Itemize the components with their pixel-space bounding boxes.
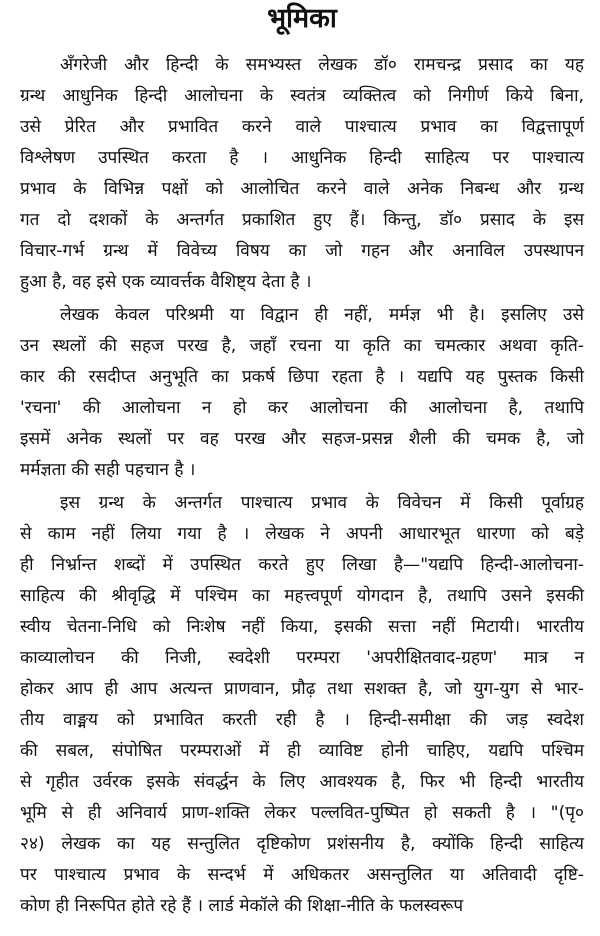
paragraph-3 (20, 488, 584, 922)
text-line: अँगरेजी और हिन्दी के समभ्यस्त लेखक डॉ० रामचन्द्र प्रसाद का यह (60, 55, 584, 75)
text-line: कोण ही निरूपित होते रहे हैं । लार्ड मेकॉले की शिक्षा-नीति के फलस्वरूप (20, 896, 464, 916)
text-line: उन स्थलों की सहज परख है, जहाँ रचना या कृति का चमत्कार अथवा कृति- (20, 336, 584, 356)
page-title: भूमिका (267, 3, 337, 34)
text-line: विश्लेषण उपस्थित करता है । आधुनिक हिन्दी साहित्य पर पाश्चात्य (20, 148, 584, 168)
text-line: लेखक केवल परिश्रमी या विद्वान ही नहीं, मर्मज्ञ भी है। इसलिए उसे (60, 305, 584, 325)
paragraph-2 (20, 300, 584, 486)
text-line: विचार-गर्भ ग्रन्थ में विवेच्य विषय का जो गहन और अनाविल उपस्थापन (20, 241, 584, 261)
text-line: हुआ है, वह इसे एक व्यावर्त्तक वैशिष्ट्य देता है । (20, 272, 312, 292)
text-line: प्रभाव के विभिन्न पक्षों को आलोचित करने वाले अनेक निबन्ध और ग्रन्थ (20, 179, 584, 199)
text-line: इसमें अनेक स्थलों पर वह परख और सहज-प्रसन्न शैली की चमक है, जो (20, 429, 584, 449)
text-line: गत दो दशकों के अन्तर्गत प्रकाशित हुए हैं। किन्तु, डॉ० प्रसाद के इस (20, 210, 584, 230)
text-line: होकर आप ही आप अत्यन्त प्राणवान, प्रौढ़ तथा सशक्त है, जो युग-युग से भार- (20, 679, 584, 699)
text-line: साहित्य की श्रीवृद्धि में पश्चिम का महत्त्वपूर्ण योगदान है, तथापि उसने इसकी (20, 586, 584, 606)
text-line: मर्मज्ञता की सही पहचान है । (20, 460, 196, 480)
text-line: कार की रसदीप्त अनुभूति का प्रकर्ष छिपा रहता है । यद्यपि यह पुस्तक किसी (20, 367, 584, 387)
text-line: भूमि से ही अनिवार्य प्राण-शक्ति लेकर पल्लवित-पुष्पित हो सकती है । "(पृ० (20, 803, 584, 823)
text-line: काव्यालोचन की निजी, स्वदेशी परम्परा 'अपरीक्षितवाद-ग्रहण' मात्र न (20, 648, 584, 668)
text-line: 'रचना' की आलोचना न हो कर आलोचना की आलोचना है, तथापि (20, 398, 584, 418)
text-line: पर पाश्चात्य प्रभाव के सन्दर्भ में अधिकतर असन्तुलित या अतिवादी दृष्टि- (20, 865, 584, 885)
text-line: २४) लेखक का यह सन्तुलित दृष्टिकोण प्रशंसनीय है, क्योंकि हिन्दी साहित्य (20, 834, 584, 854)
text-line: ग्रन्थ आधुनिक हिन्दी आलोचना के स्वतंत्र व्यक्तित्व को निगीर्ण किये बिना, (20, 86, 584, 106)
text-line: से गृहीत उर्वरक इसके संवर्द्धन के लिए आवश्यक है, फिर भी हिन्दी भारतीय (20, 772, 584, 792)
text-line: इस ग्रन्थ के अन्तर्गत पाश्चात्य प्रभाव के विवेचन में किसी पूर्वाग्रह (60, 493, 584, 513)
text-line: ही निर्भ्रान्त शब्दों में उपस्थित करते हुए लिखा है—"यद्यपि हिन्दी-आलोचना- (20, 555, 584, 575)
text-line: की सबल, संपोषित परम्पराओं में ही व्याविष्ट होनी चाहिए, यद्यपि पश्चिम (20, 741, 584, 761)
text-line: से काम नहीं लिया गया है । लेखक ने अपनी आधारभूत धारणा को बड़े (20, 524, 584, 544)
paragraph-1 (20, 50, 584, 298)
text-line: तीय वाङ्मय को प्रभावित करती रही है । हिन्दी-समीक्षा की जड़ स्वदेश (20, 710, 584, 730)
text-line: स्वीय चेतना-निधि को निःशेष नहीं किया, इसकी सत्ता नहीं मिटायी। भारतीय (20, 617, 584, 637)
document-page (0, 2, 600, 936)
text-line: उसे प्रेरित और प्रभावित करने वाले पाश्चात्य प्रभाव का विद्वत्तापूर्ण (20, 117, 584, 137)
